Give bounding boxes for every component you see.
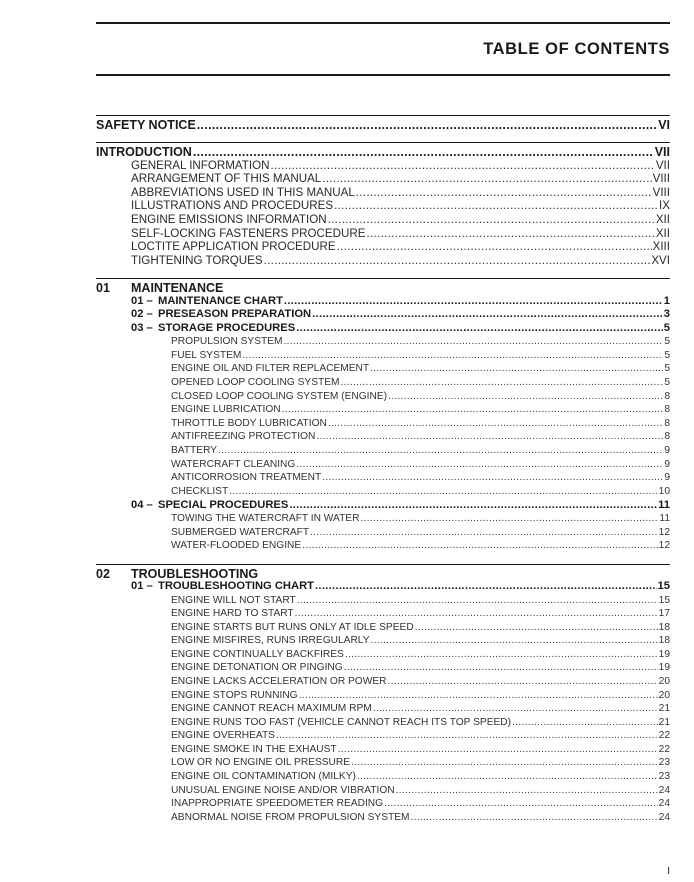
toc-item[interactable] bbox=[171, 540, 670, 551]
item-label: ENGINE OVERHEATS bbox=[171, 730, 275, 741]
toc-item[interactable] bbox=[171, 377, 670, 388]
item-page: 24 bbox=[658, 798, 670, 809]
item-label: CHECKLIST bbox=[171, 486, 229, 497]
item-label: ENGINE OIL AND FILTER REPLACEMENT bbox=[171, 363, 370, 374]
item-page: 23 bbox=[658, 771, 670, 782]
item-label: WATERCRAFT CLEANING bbox=[171, 459, 296, 470]
item-label: TOWING THE WATERCRAFT IN WATER bbox=[171, 513, 360, 524]
leader-dots bbox=[341, 377, 664, 388]
item-page: 24 bbox=[658, 812, 670, 823]
leader-dots bbox=[296, 459, 663, 470]
item-label: ENGINE LACKS ACCELERATION OR POWER bbox=[171, 676, 387, 687]
item-label: ENGINE HARD TO START bbox=[171, 608, 294, 619]
leader-dots bbox=[193, 145, 654, 159]
item-label: SUBMERGED WATERCRAFT bbox=[171, 527, 310, 538]
item-label: CLOSED LOOP COOLING SYSTEM (ENGINE) bbox=[171, 391, 388, 402]
item-page: 8 bbox=[664, 418, 670, 429]
leader-dots bbox=[282, 404, 664, 415]
toc-item[interactable] bbox=[171, 676, 670, 687]
subsection-label: SPECIAL PROCEDURES bbox=[158, 499, 289, 511]
section-number: 01 bbox=[96, 281, 110, 295]
toc-item[interactable] bbox=[171, 798, 670, 809]
leader-dots bbox=[297, 595, 658, 606]
leader-dots bbox=[344, 662, 658, 673]
item-label: ENGINE STARTS BUT RUNS ONLY AT IDLE SPEED bbox=[171, 622, 414, 633]
toc-item[interactable] bbox=[171, 336, 670, 347]
entry-page: 1 bbox=[663, 295, 670, 307]
item-label: ENGINE SMOKE IN THE EXHAUST bbox=[171, 744, 337, 755]
toc-subsection[interactable] bbox=[131, 295, 670, 307]
leader-dots bbox=[315, 580, 657, 592]
subsection-label: STORAGE PROCEDURES bbox=[158, 322, 296, 334]
subsection-label: MAINTENANCE CHART bbox=[158, 295, 283, 307]
toc-item[interactable] bbox=[171, 608, 670, 619]
toc-item[interactable] bbox=[171, 527, 670, 538]
item-page: 21 bbox=[658, 717, 670, 728]
item-page: 19 bbox=[658, 662, 670, 673]
toc-entry[interactable] bbox=[131, 240, 670, 253]
toc-item[interactable] bbox=[171, 431, 670, 442]
item-page: 5 bbox=[664, 350, 670, 361]
toc-subsection[interactable] bbox=[131, 580, 670, 592]
entry-label: SELF-LOCKING FASTENERS PROCEDURE bbox=[131, 227, 366, 240]
toc-item[interactable] bbox=[171, 459, 670, 470]
subsection-number: 04 – bbox=[131, 499, 153, 511]
toc-item[interactable] bbox=[171, 391, 670, 402]
toc-item[interactable] bbox=[171, 703, 670, 714]
item-page: 5 bbox=[664, 377, 670, 388]
leader-dots bbox=[284, 295, 663, 307]
leader-dots bbox=[276, 730, 658, 741]
toc-item[interactable] bbox=[171, 771, 670, 782]
entry-page: 3 bbox=[663, 308, 670, 320]
leader-dots bbox=[299, 690, 658, 701]
leader-dots bbox=[388, 391, 663, 402]
entry-page: 5 bbox=[663, 322, 670, 334]
leader-dots bbox=[338, 744, 658, 755]
leader-dots bbox=[388, 676, 658, 687]
item-page: 23 bbox=[658, 757, 670, 768]
toc-entry[interactable] bbox=[131, 186, 670, 199]
leader-dots bbox=[302, 540, 657, 551]
leader-dots bbox=[296, 322, 663, 334]
toc-item[interactable] bbox=[171, 744, 670, 755]
toc-subsection[interactable] bbox=[131, 499, 670, 511]
section-title: TROUBLESHOOTING bbox=[131, 567, 259, 581]
item-page: 17 bbox=[658, 608, 670, 619]
leader-dots bbox=[360, 513, 658, 524]
leader-dots bbox=[371, 635, 658, 646]
subsection-number: 03 – bbox=[131, 322, 153, 334]
toc-item[interactable] bbox=[171, 486, 670, 497]
leader-dots bbox=[312, 308, 663, 320]
entry-page: XIII bbox=[652, 240, 670, 253]
introduction-rule bbox=[96, 142, 670, 143]
item-page: 15 bbox=[658, 595, 670, 606]
item-label: ENGINE LUBRICATION bbox=[171, 404, 281, 415]
section-title: MAINTENANCE bbox=[131, 281, 224, 295]
item-page: 18 bbox=[658, 635, 670, 646]
leader-dots bbox=[289, 499, 657, 511]
toc-entry[interactable] bbox=[131, 254, 670, 267]
subsection-number: 02 – bbox=[131, 308, 153, 320]
leader-dots bbox=[351, 757, 658, 768]
entry-page: IX bbox=[659, 199, 670, 212]
toc-entry[interactable] bbox=[131, 213, 670, 226]
item-label: ENGINE RUNS TOO FAST (VEHICLE CANNOT REACH ITS TOP SPEED) bbox=[171, 717, 512, 728]
toc-item[interactable] bbox=[171, 635, 670, 646]
leader-dots bbox=[284, 336, 664, 347]
entry-label: INTRODUCTION bbox=[96, 145, 192, 159]
entry-label: ARRANGEMENT OF THIS MANUAL bbox=[131, 172, 322, 185]
page-number: I bbox=[667, 866, 670, 877]
toc-item[interactable] bbox=[171, 690, 670, 701]
leader-dots bbox=[396, 785, 658, 796]
toc-entry[interactable] bbox=[131, 199, 670, 212]
toc-item[interactable] bbox=[171, 445, 670, 456]
leader-dots bbox=[373, 703, 658, 714]
item-page: 22 bbox=[658, 730, 670, 741]
toc-item[interactable] bbox=[171, 662, 670, 673]
leader-dots bbox=[328, 213, 655, 226]
item-page: 10 bbox=[658, 486, 670, 497]
item-page: 20 bbox=[658, 690, 670, 701]
item-label: ENGINE CANNOT REACH MAXIMUM RPM bbox=[171, 703, 372, 714]
toc-item[interactable] bbox=[171, 404, 670, 415]
leader-dots bbox=[322, 172, 651, 185]
item-label: PROPULSION SYSTEM bbox=[171, 336, 283, 347]
item-label: FUEL SYSTEM bbox=[171, 350, 242, 361]
item-page: 21 bbox=[658, 703, 670, 714]
leader-dots bbox=[356, 186, 652, 199]
top-rule bbox=[96, 22, 670, 24]
toc-item[interactable] bbox=[171, 757, 670, 768]
subsection-number: 01 – bbox=[131, 295, 153, 307]
item-label: ENGINE MISFIRES, RUNS IRREGULARLY bbox=[171, 635, 370, 646]
toc-item[interactable] bbox=[171, 350, 670, 361]
toc-subsection[interactable] bbox=[131, 322, 670, 334]
item-page: 8 bbox=[664, 404, 670, 415]
item-label: ENGINE DETONATION OR PINGING bbox=[171, 662, 343, 673]
entry-page: VII bbox=[654, 145, 670, 159]
entry-label: ABBREVIATIONS USED IN THIS MANUAL bbox=[131, 186, 355, 199]
item-page: 20 bbox=[658, 676, 670, 687]
toc-item[interactable] bbox=[171, 622, 670, 633]
toc-item[interactable] bbox=[171, 472, 670, 483]
toc-item[interactable] bbox=[171, 785, 670, 796]
entry-label: LOCTITE APPLICATION PROCEDURE bbox=[131, 240, 336, 253]
leader-dots bbox=[415, 622, 658, 633]
item-page: 5 bbox=[664, 363, 670, 374]
item-page: 22 bbox=[658, 744, 670, 755]
entry-page: 15 bbox=[657, 580, 670, 592]
item-page: 5 bbox=[664, 336, 670, 347]
leader-dots bbox=[370, 363, 663, 374]
page-title: TABLE OF CONTENTS bbox=[483, 40, 670, 58]
entry-page: XVI bbox=[651, 254, 670, 267]
subsection-label: TROUBLESHOOTING CHART bbox=[158, 580, 314, 592]
toc-item[interactable] bbox=[171, 717, 670, 728]
item-label: BATTERY bbox=[171, 445, 218, 456]
item-label: LOW OR NO ENGINE OIL PRESSURE bbox=[171, 757, 351, 768]
leader-dots bbox=[322, 472, 663, 483]
entry-label: TIGHTENING TORQUES bbox=[131, 254, 263, 267]
entry-label: SAFETY NOTICE bbox=[96, 118, 196, 132]
entry-page: VII bbox=[655, 159, 670, 172]
item-page: 9 bbox=[664, 459, 670, 470]
item-page: 9 bbox=[664, 472, 670, 483]
item-label: ANTIFREEZING PROTECTION bbox=[171, 431, 316, 442]
item-label: UNUSUAL ENGINE NOISE AND/OR VIBRATION bbox=[171, 785, 395, 796]
leader-dots bbox=[295, 608, 658, 619]
item-label: WATER-FLOODED ENGINE bbox=[171, 540, 302, 551]
section-number: 02 bbox=[96, 567, 110, 581]
leader-dots bbox=[345, 649, 658, 660]
toc-item[interactable] bbox=[171, 513, 670, 524]
item-page: 9 bbox=[664, 445, 670, 456]
item-label: OPENED LOOP COOLING SYSTEM bbox=[171, 377, 340, 388]
item-label: ENGINE WILL NOT START bbox=[171, 595, 296, 606]
item-label: ENGINE OIL CONTAMINATION (MILKY) bbox=[171, 771, 356, 782]
entry-page: VIII bbox=[652, 186, 670, 199]
toc-item[interactable] bbox=[171, 730, 670, 741]
entry-label: ENGINE EMISSIONS INFORMATION bbox=[131, 213, 327, 226]
entry-page: VI bbox=[658, 118, 670, 132]
item-page: 11 bbox=[659, 513, 670, 524]
subsection-number: 01 – bbox=[131, 580, 153, 592]
item-page: 12 bbox=[658, 540, 670, 551]
entry-page: VIII bbox=[652, 172, 670, 185]
item-label: ENGINE STOPS RUNNING bbox=[171, 690, 298, 701]
item-page: 24 bbox=[658, 785, 670, 796]
leader-dots bbox=[384, 798, 658, 809]
toc-item[interactable] bbox=[171, 649, 670, 660]
leader-dots bbox=[512, 717, 658, 728]
toc-item[interactable] bbox=[171, 363, 670, 374]
toc-entry[interactable] bbox=[131, 227, 670, 240]
section-rule bbox=[96, 278, 670, 279]
toc-subsection[interactable] bbox=[131, 308, 670, 320]
leader-dots bbox=[197, 118, 657, 132]
toc-entry-introduction[interactable] bbox=[96, 145, 670, 159]
item-page: 8 bbox=[664, 391, 670, 402]
leader-dots bbox=[337, 240, 652, 253]
subsection-label: PRESEASON PREPARATION bbox=[158, 308, 312, 320]
toc-item[interactable] bbox=[171, 595, 670, 606]
item-page: 18 bbox=[658, 622, 670, 633]
item-page: 12 bbox=[658, 527, 670, 538]
toc-item[interactable] bbox=[171, 812, 670, 823]
item-page: 8 bbox=[664, 431, 670, 442]
entry-label: GENERAL INFORMATION bbox=[131, 159, 270, 172]
leader-dots bbox=[310, 527, 658, 538]
section-rule bbox=[96, 564, 670, 565]
item-label: ANTICORROSION TREATMENT bbox=[171, 472, 322, 483]
item-label: THROTTLE BODY LUBRICATION bbox=[171, 418, 327, 429]
leader-dots bbox=[411, 812, 658, 823]
toc-entry[interactable] bbox=[131, 172, 670, 185]
item-page: 19 bbox=[658, 649, 670, 660]
entry-page: 11 bbox=[658, 499, 670, 511]
leader-dots bbox=[357, 771, 658, 782]
leader-dots bbox=[334, 199, 658, 212]
item-label: ENGINE CONTINUALLY BACKFIRES bbox=[171, 649, 344, 660]
leader-dots bbox=[242, 350, 663, 361]
safety-rule bbox=[96, 115, 670, 116]
leader-dots bbox=[316, 431, 663, 442]
leader-dots bbox=[328, 418, 663, 429]
leader-dots bbox=[218, 445, 663, 456]
toc-item[interactable] bbox=[171, 418, 670, 429]
leader-dots bbox=[271, 159, 655, 172]
toc-entry[interactable] bbox=[131, 159, 670, 172]
entry-page: XII bbox=[655, 213, 670, 226]
leader-dots bbox=[264, 254, 651, 267]
title-underline bbox=[96, 74, 670, 76]
entry-label: ILLUSTRATIONS AND PROCEDURES bbox=[131, 199, 334, 212]
item-label: ABNORMAL NOISE FROM PROPULSION SYSTEM bbox=[171, 812, 410, 823]
toc-entry-safety-notice[interactable] bbox=[96, 118, 670, 132]
item-label: INAPPROPRIATE SPEEDOMETER READING bbox=[171, 798, 384, 809]
entry-page: XII bbox=[655, 227, 670, 240]
leader-dots bbox=[367, 227, 655, 240]
leader-dots bbox=[229, 486, 657, 497]
